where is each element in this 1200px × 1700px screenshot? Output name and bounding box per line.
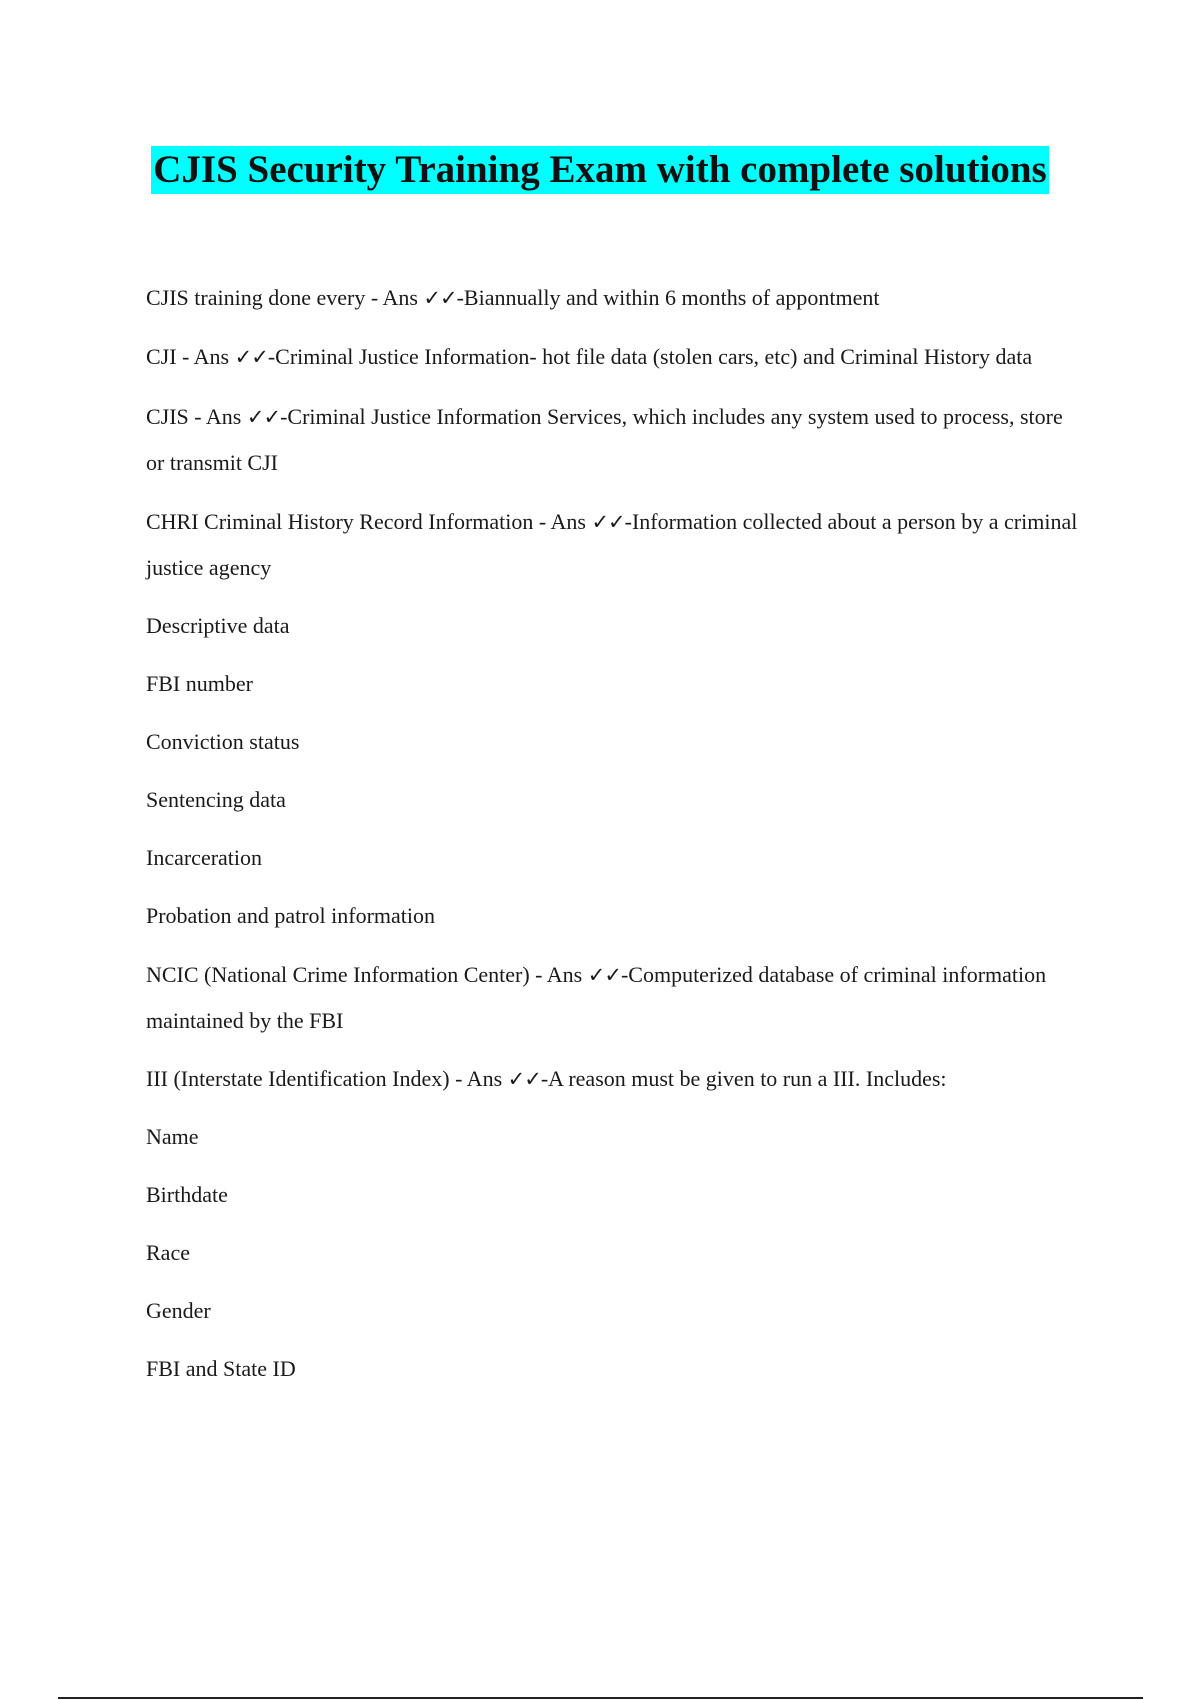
answer-text: -A reason must be given to run a III. Includes: [540, 1066, 947, 1091]
double-check-icon: ✓✓ [587, 963, 621, 987]
double-check-icon: ✓✓ [246, 405, 281, 429]
iii-item-fbi-state-id: FBI and State ID [146, 1356, 296, 1381]
chri-item-probation: Probation and patrol information [146, 903, 435, 928]
chri-item-descriptive-data: Descriptive data [146, 613, 290, 638]
footer-divider [58, 1697, 1143, 1699]
chri-item-sentencing-data: Sentencing data [146, 787, 286, 812]
question-text: III (Interstate Identification Index) - Ans [146, 1066, 508, 1091]
double-check-icon: ✓✓ [591, 510, 625, 534]
qa-entry-chri [146, 499, 1086, 590]
title-container [0, 146, 1200, 194]
answer-text: -Criminal Justice Information- hot file data (stolen cars, etc) and Criminal History data [267, 344, 1033, 369]
chri-item-fbi-number: FBI number [146, 671, 253, 696]
question-text: NCIC (National Crime Information Center) - Ans [146, 962, 588, 987]
question-text: CHRI Criminal History Record Information - Ans [146, 509, 592, 534]
answer-text: -Criminal Justice Information Services, which includes any system used to process, store or transmit CJI [146, 404, 1063, 475]
iii-item-race: Race [146, 1240, 190, 1265]
double-check-icon: ✓✓ [507, 1067, 541, 1091]
document-body [146, 276, 1086, 1405]
qa-entry-cjis-training [146, 276, 1086, 320]
chri-item-conviction-status: Conviction status [146, 729, 300, 754]
question-text: CJIS training done every - Ans [146, 285, 424, 310]
answer-text: -Biannually and within 6 months of appontment [456, 285, 880, 310]
double-check-icon: ✓✓ [234, 345, 268, 369]
qa-entry-cji [146, 334, 1086, 380]
document-title: CJIS Security Training Exam with complete solutions [151, 146, 1048, 194]
question-text: CJI - Ans [146, 344, 235, 369]
answer-text: -Computerized database of criminal information maintained by the FBI [146, 962, 1047, 1033]
qa-entry-iii [146, 1057, 1086, 1101]
qa-entry-cjis [146, 394, 1086, 485]
iii-item-gender: Gender [146, 1298, 211, 1323]
double-check-icon: ✓✓ [423, 286, 457, 310]
answer-text: -Information collected about a person by a criminal justice agency [146, 509, 1078, 580]
chri-item-incarceration: Incarceration [146, 845, 263, 870]
question-text: CJIS - Ans [146, 404, 247, 429]
qa-entry-ncic [146, 952, 1086, 1043]
iii-item-name: Name [146, 1124, 199, 1149]
iii-item-birthdate: Birthdate [146, 1182, 228, 1207]
